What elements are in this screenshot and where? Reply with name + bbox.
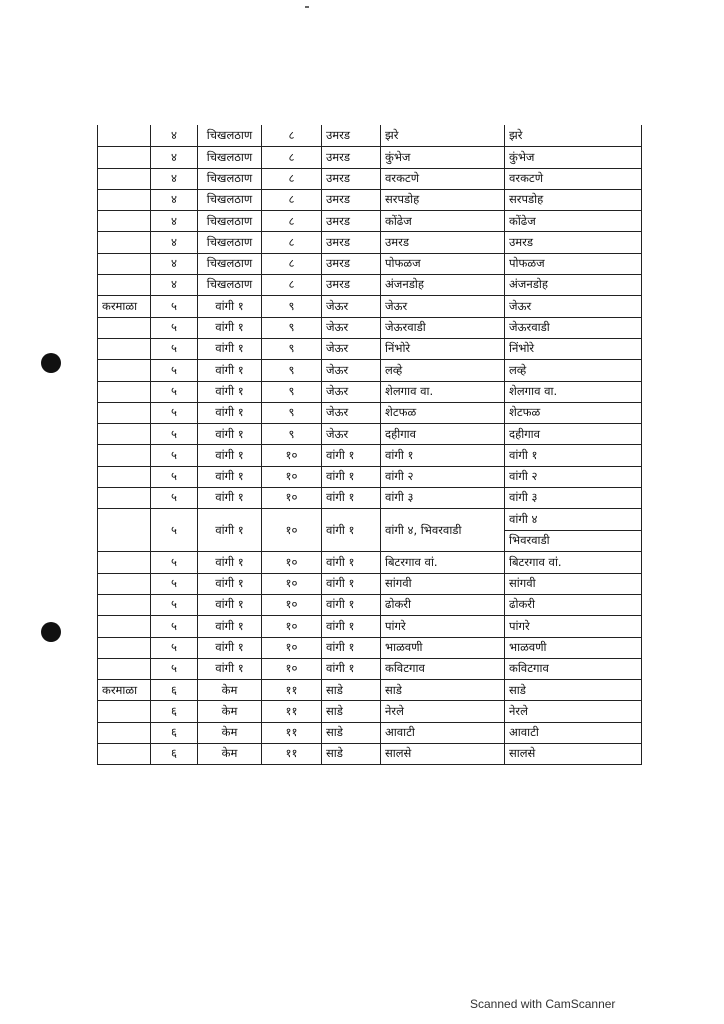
- scanner-watermark: Scanned with CamScanner: [470, 997, 616, 1011]
- village-name-cell: [505, 189, 642, 210]
- unit-name-cell: जेऊर: [322, 359, 381, 380]
- village-cell: जेऊर: [381, 295, 505, 316]
- group-name-cell: वांगी १: [198, 508, 262, 551]
- group-number-cell: ५: [151, 508, 198, 551]
- taluka-cell: [98, 487, 151, 508]
- village-name-cell: [505, 508, 642, 551]
- village-name-cell: [505, 317, 642, 338]
- village-name-cell: [505, 381, 642, 402]
- village-cell: पांगरे: [381, 615, 505, 636]
- unit-number-cell: ९: [262, 381, 322, 402]
- table-row: [98, 487, 642, 508]
- unit-number-cell: १०: [262, 466, 322, 487]
- unit-number-cell: ९: [262, 317, 322, 338]
- taluka-cell: [98, 317, 151, 338]
- unit-number-cell: १०: [262, 658, 322, 679]
- village-name-cell: [505, 274, 642, 295]
- village-cell: सालसे: [381, 743, 505, 764]
- table-row: [98, 359, 642, 380]
- village-name-cell: [505, 423, 642, 444]
- unit-number-cell: १०: [262, 594, 322, 615]
- village-cell: सांगवी: [381, 573, 505, 594]
- table-row: [98, 700, 642, 721]
- group-name-cell: वांगी १: [198, 402, 262, 423]
- group-number-cell: ५: [151, 551, 198, 572]
- table-row: [98, 210, 642, 231]
- group-name-cell: वांगी १: [198, 551, 262, 572]
- taluka-cell: करमाळा: [98, 679, 151, 700]
- group-number-cell: ५: [151, 381, 198, 402]
- unit-name-cell: वांगी १: [322, 466, 381, 487]
- unit-number-cell: १०: [262, 551, 322, 572]
- village-name-cell: [505, 253, 642, 274]
- table-row: [98, 295, 642, 316]
- village-cell: आवाटी: [381, 722, 505, 743]
- taluka-cell: [98, 444, 151, 465]
- unit-name-cell: वांगी १: [322, 487, 381, 508]
- village-name: पांगरे: [509, 618, 530, 633]
- village-cell: जेऊरवाडी: [381, 317, 505, 338]
- unit-name-cell: वांगी १: [322, 573, 381, 594]
- group-name-cell: वांगी १: [198, 594, 262, 615]
- village-name-cell: [505, 551, 642, 572]
- table-row: [98, 146, 642, 167]
- table-row: [98, 658, 642, 679]
- unit-number-cell: ९: [262, 423, 322, 444]
- taluka-cell: [98, 253, 151, 274]
- table-row: [98, 381, 642, 402]
- unit-number-cell: १०: [262, 615, 322, 636]
- village-name-cell: [505, 168, 642, 189]
- village-name-cell: [505, 594, 642, 615]
- group-name-cell: वांगी १: [198, 444, 262, 465]
- taluka-cell: [98, 466, 151, 487]
- table-row: [98, 168, 642, 189]
- group-number-cell: ४: [151, 231, 198, 252]
- table-row: [98, 189, 642, 210]
- group-name-cell: वांगी १: [198, 466, 262, 487]
- taluka-cell: [98, 700, 151, 721]
- unit-number-cell: ९: [262, 338, 322, 359]
- village-name: सांगवी: [509, 576, 536, 591]
- unit-name-cell: वांगी १: [322, 594, 381, 615]
- group-number-cell: ६: [151, 679, 198, 700]
- village-name-cell: [505, 573, 642, 594]
- group-name-cell: वांगी १: [198, 658, 262, 679]
- village-cell: उमरड: [381, 231, 505, 252]
- taluka-cell: [98, 381, 151, 402]
- village-cell: वांगी १: [381, 444, 505, 465]
- village-name: दहीगाव: [509, 426, 541, 441]
- group-name-cell: चिखलठाण: [198, 146, 262, 167]
- group-name-cell: चिखलठाण: [198, 125, 262, 146]
- table-row: [98, 679, 642, 700]
- table-row: [98, 423, 642, 444]
- group-name-cell: वांगी १: [198, 317, 262, 338]
- unit-name-cell: वांगी १: [322, 444, 381, 465]
- unit-number-cell: १०: [262, 487, 322, 508]
- scan-mark: [305, 6, 309, 8]
- village-name: सरपडोह: [509, 192, 544, 207]
- unit-name-cell: उमरड: [322, 168, 381, 189]
- village-cell: कोंढेज: [381, 210, 505, 231]
- unit-number-cell: ८: [262, 189, 322, 210]
- group-number-cell: ५: [151, 594, 198, 615]
- group-name-cell: वांगी १: [198, 423, 262, 444]
- group-number-cell: ५: [151, 295, 198, 316]
- taluka-cell: [98, 402, 151, 423]
- table-row: [98, 637, 642, 658]
- group-name-cell: वांगी १: [198, 338, 262, 359]
- village-cell: साडे: [381, 679, 505, 700]
- unit-number-cell: १०: [262, 637, 322, 658]
- group-number-cell: ५: [151, 338, 198, 359]
- table-row: [98, 125, 642, 146]
- village-name-cell: [505, 700, 642, 721]
- village-name-cell: [505, 231, 642, 252]
- taluka-cell: [98, 551, 151, 572]
- unit-name-cell: जेऊर: [322, 317, 381, 338]
- unit-number-cell: ८: [262, 146, 322, 167]
- group-name-cell: चिखलठाण: [198, 231, 262, 252]
- taluka-cell: [98, 658, 151, 679]
- village-name: वांगी ३: [509, 490, 538, 505]
- village-cell: वरकटणे: [381, 168, 505, 189]
- village-name: बिटरगाव वां.: [509, 554, 562, 569]
- unit-name-cell: साडे: [322, 700, 381, 721]
- table-row: [98, 594, 642, 615]
- group-number-cell: ५: [151, 402, 198, 423]
- taluka-cell: [98, 210, 151, 231]
- punch-hole: [41, 353, 61, 373]
- village-cell: बिटरगाव वां.: [381, 551, 505, 572]
- group-number-cell: ५: [151, 444, 198, 465]
- group-number-cell: ६: [151, 743, 198, 764]
- unit-name-cell: जेऊर: [322, 295, 381, 316]
- village-name-cell: [505, 615, 642, 636]
- table-row: [98, 231, 642, 252]
- village-cell: भाळवणी: [381, 637, 505, 658]
- unit-number-cell: १०: [262, 444, 322, 465]
- village-name: भिवरवाडी: [505, 530, 641, 552]
- village-name: आवाटी: [509, 725, 539, 740]
- table-row: [98, 508, 642, 551]
- village-name: अंजनडोह: [509, 277, 548, 292]
- village-name-cell: [505, 722, 642, 743]
- group-number-cell: ४: [151, 189, 198, 210]
- unit-number-cell: ८: [262, 168, 322, 189]
- table-row: [98, 722, 642, 743]
- taluka-cell: [98, 125, 151, 146]
- taluka-cell: [98, 573, 151, 594]
- group-number-cell: ५: [151, 423, 198, 444]
- table-row: [98, 573, 642, 594]
- unit-name-cell: जेऊर: [322, 423, 381, 444]
- unit-number-cell: ९: [262, 295, 322, 316]
- village-table: [97, 125, 642, 765]
- unit-name-cell: उमरड: [322, 125, 381, 146]
- group-name-cell: चिखलठाण: [198, 189, 262, 210]
- table-row: [98, 551, 642, 572]
- table-row: [98, 444, 642, 465]
- table-row: [98, 338, 642, 359]
- group-number-cell: ५: [151, 466, 198, 487]
- group-number-cell: ४: [151, 146, 198, 167]
- table-row: [98, 743, 642, 764]
- group-name-cell: चिखलठाण: [198, 210, 262, 231]
- taluka-cell: [98, 722, 151, 743]
- village-cell: वांगी ३: [381, 487, 505, 508]
- group-name-cell: वांगी १: [198, 637, 262, 658]
- unit-name-cell: साडे: [322, 679, 381, 700]
- unit-name-cell: वांगी १: [322, 637, 381, 658]
- village-name: उमरड: [509, 234, 534, 249]
- village-name: भाळवणी: [509, 639, 547, 654]
- village-cell: वांगी २: [381, 466, 505, 487]
- taluka-cell: [98, 637, 151, 658]
- taluka-cell: [98, 189, 151, 210]
- group-name-cell: चिखलठाण: [198, 253, 262, 274]
- unit-name-cell: जेऊर: [322, 381, 381, 402]
- village-name: झरे: [509, 127, 523, 142]
- unit-number-cell: ९: [262, 402, 322, 423]
- taluka-cell: [98, 146, 151, 167]
- village-name: वांगी ४: [509, 511, 538, 526]
- village-name: जेऊरवाडी: [509, 320, 550, 335]
- unit-number-cell: ८: [262, 253, 322, 274]
- unit-number-cell: १०: [262, 573, 322, 594]
- group-number-cell: ५: [151, 317, 198, 338]
- village-cell: शेटफळ: [381, 402, 505, 423]
- village-name-cell: [505, 146, 642, 167]
- village-name-cell: [505, 338, 642, 359]
- unit-name-cell: उमरड: [322, 210, 381, 231]
- punch-hole: [41, 622, 61, 642]
- unit-number-cell: ८: [262, 210, 322, 231]
- unit-name-cell: वांगी १: [322, 551, 381, 572]
- group-name-cell: चिखलठाण: [198, 274, 262, 295]
- group-name-cell: वांगी १: [198, 359, 262, 380]
- group-number-cell: ५: [151, 359, 198, 380]
- table-row: [98, 466, 642, 487]
- taluka-cell: [98, 274, 151, 295]
- village-name: ढोकरी: [509, 597, 535, 612]
- group-number-cell: ६: [151, 700, 198, 721]
- village-name-cell: [505, 402, 642, 423]
- taluka-cell: [98, 594, 151, 615]
- group-number-cell: ४: [151, 253, 198, 274]
- village-name-cell: [505, 359, 642, 380]
- unit-name-cell: जेऊर: [322, 338, 381, 359]
- unit-name-cell: वांगी १: [322, 508, 381, 551]
- taluka-cell: [98, 231, 151, 252]
- village-name: शेलगाव वा.: [509, 383, 558, 398]
- table-row: [98, 615, 642, 636]
- taluka-cell: [98, 168, 151, 189]
- table-row: [98, 317, 642, 338]
- group-number-cell: ५: [151, 637, 198, 658]
- unit-name-cell: जेऊर: [322, 402, 381, 423]
- unit-name-cell: उमरड: [322, 274, 381, 295]
- village-name: सालसे: [509, 746, 536, 761]
- village-cell: वांगी ४, भिवरवाडी: [381, 508, 505, 551]
- village-name: कविटगाव: [509, 661, 549, 676]
- village-cell: दहीगाव: [381, 423, 505, 444]
- village-name-cell: [505, 679, 642, 700]
- taluka-cell: [98, 338, 151, 359]
- unit-name-cell: साडे: [322, 743, 381, 764]
- village-name-cell: [505, 637, 642, 658]
- group-name-cell: वांगी १: [198, 487, 262, 508]
- unit-name-cell: उमरड: [322, 253, 381, 274]
- taluka-cell: [98, 508, 151, 551]
- group-number-cell: ५: [151, 615, 198, 636]
- group-name-cell: वांगी १: [198, 381, 262, 402]
- group-name-cell: वांगी १: [198, 295, 262, 316]
- village-cell: नेरले: [381, 700, 505, 721]
- village-name-cell: [505, 125, 642, 146]
- village-name: कोंढेज: [509, 213, 536, 228]
- village-name: पोफळज: [509, 256, 545, 271]
- village-cell: शेलगाव वा.: [381, 381, 505, 402]
- village-name: निंभोरे: [509, 341, 535, 356]
- village-name-cell: [505, 658, 642, 679]
- group-number-cell: ४: [151, 125, 198, 146]
- village-name: वरकटणे: [509, 170, 544, 185]
- village-cell: अंजनडोह: [381, 274, 505, 295]
- group-number-cell: ५: [151, 487, 198, 508]
- group-number-cell: ५: [151, 658, 198, 679]
- village-name: जेऊर: [509, 298, 532, 313]
- unit-number-cell: ८: [262, 231, 322, 252]
- village-cell: झरे: [381, 125, 505, 146]
- group-number-cell: ४: [151, 274, 198, 295]
- village-name-cell: [505, 295, 642, 316]
- unit-name-cell: उमरड: [322, 189, 381, 210]
- group-name-cell: चिखलठाण: [198, 168, 262, 189]
- unit-number-cell: ८: [262, 274, 322, 295]
- village-name: नेरले: [509, 703, 528, 718]
- unit-name-cell: उमरड: [322, 231, 381, 252]
- unit-number-cell: ९: [262, 359, 322, 380]
- village-cell: ढोकरी: [381, 594, 505, 615]
- unit-name-cell: वांगी १: [322, 658, 381, 679]
- group-number-cell: ५: [151, 573, 198, 594]
- village-cell: लव्हे: [381, 359, 505, 380]
- village-cell: सरपडोह: [381, 189, 505, 210]
- unit-number-cell: ११: [262, 722, 322, 743]
- village-name: कुंभेज: [509, 149, 535, 164]
- village-cell: पोफळज: [381, 253, 505, 274]
- table-row: [98, 253, 642, 274]
- group-name-cell: वांगी १: [198, 615, 262, 636]
- village-name: साडे: [509, 682, 526, 697]
- unit-number-cell: ११: [262, 679, 322, 700]
- unit-number-cell: ११: [262, 700, 322, 721]
- unit-number-cell: ११: [262, 743, 322, 764]
- unit-name-cell: वांगी १: [322, 615, 381, 636]
- unit-number-cell: १०: [262, 508, 322, 551]
- group-name-cell: केम: [198, 722, 262, 743]
- village-cell: कुंभेज: [381, 146, 505, 167]
- table-row: [98, 274, 642, 295]
- village-cell: कविटगाव: [381, 658, 505, 679]
- group-name-cell: केम: [198, 700, 262, 721]
- village-name-cell: [505, 210, 642, 231]
- village-name: वांगी १: [509, 447, 538, 462]
- group-name-cell: केम: [198, 679, 262, 700]
- group-number-cell: ६: [151, 722, 198, 743]
- table-row: [98, 402, 642, 423]
- village-name-cell: [505, 487, 642, 508]
- village-name-cell: [505, 466, 642, 487]
- group-number-cell: ४: [151, 210, 198, 231]
- taluka-cell: [98, 359, 151, 380]
- taluka-cell: [98, 743, 151, 764]
- group-name-cell: वांगी १: [198, 573, 262, 594]
- unit-number-cell: ८: [262, 125, 322, 146]
- group-name-cell: केम: [198, 743, 262, 764]
- village-name-cell: [505, 444, 642, 465]
- taluka-cell: [98, 615, 151, 636]
- group-number-cell: ४: [151, 168, 198, 189]
- unit-name-cell: उमरड: [322, 146, 381, 167]
- village-name: लव्हे: [509, 362, 527, 377]
- village-name: शेटफळ: [509, 405, 541, 420]
- unit-name-cell: साडे: [322, 722, 381, 743]
- village-name-cell: [505, 743, 642, 764]
- taluka-cell: करमाळा: [98, 295, 151, 316]
- village-name: वांगी २: [509, 469, 538, 484]
- village-cell: निंभोरे: [381, 338, 505, 359]
- taluka-cell: [98, 423, 151, 444]
